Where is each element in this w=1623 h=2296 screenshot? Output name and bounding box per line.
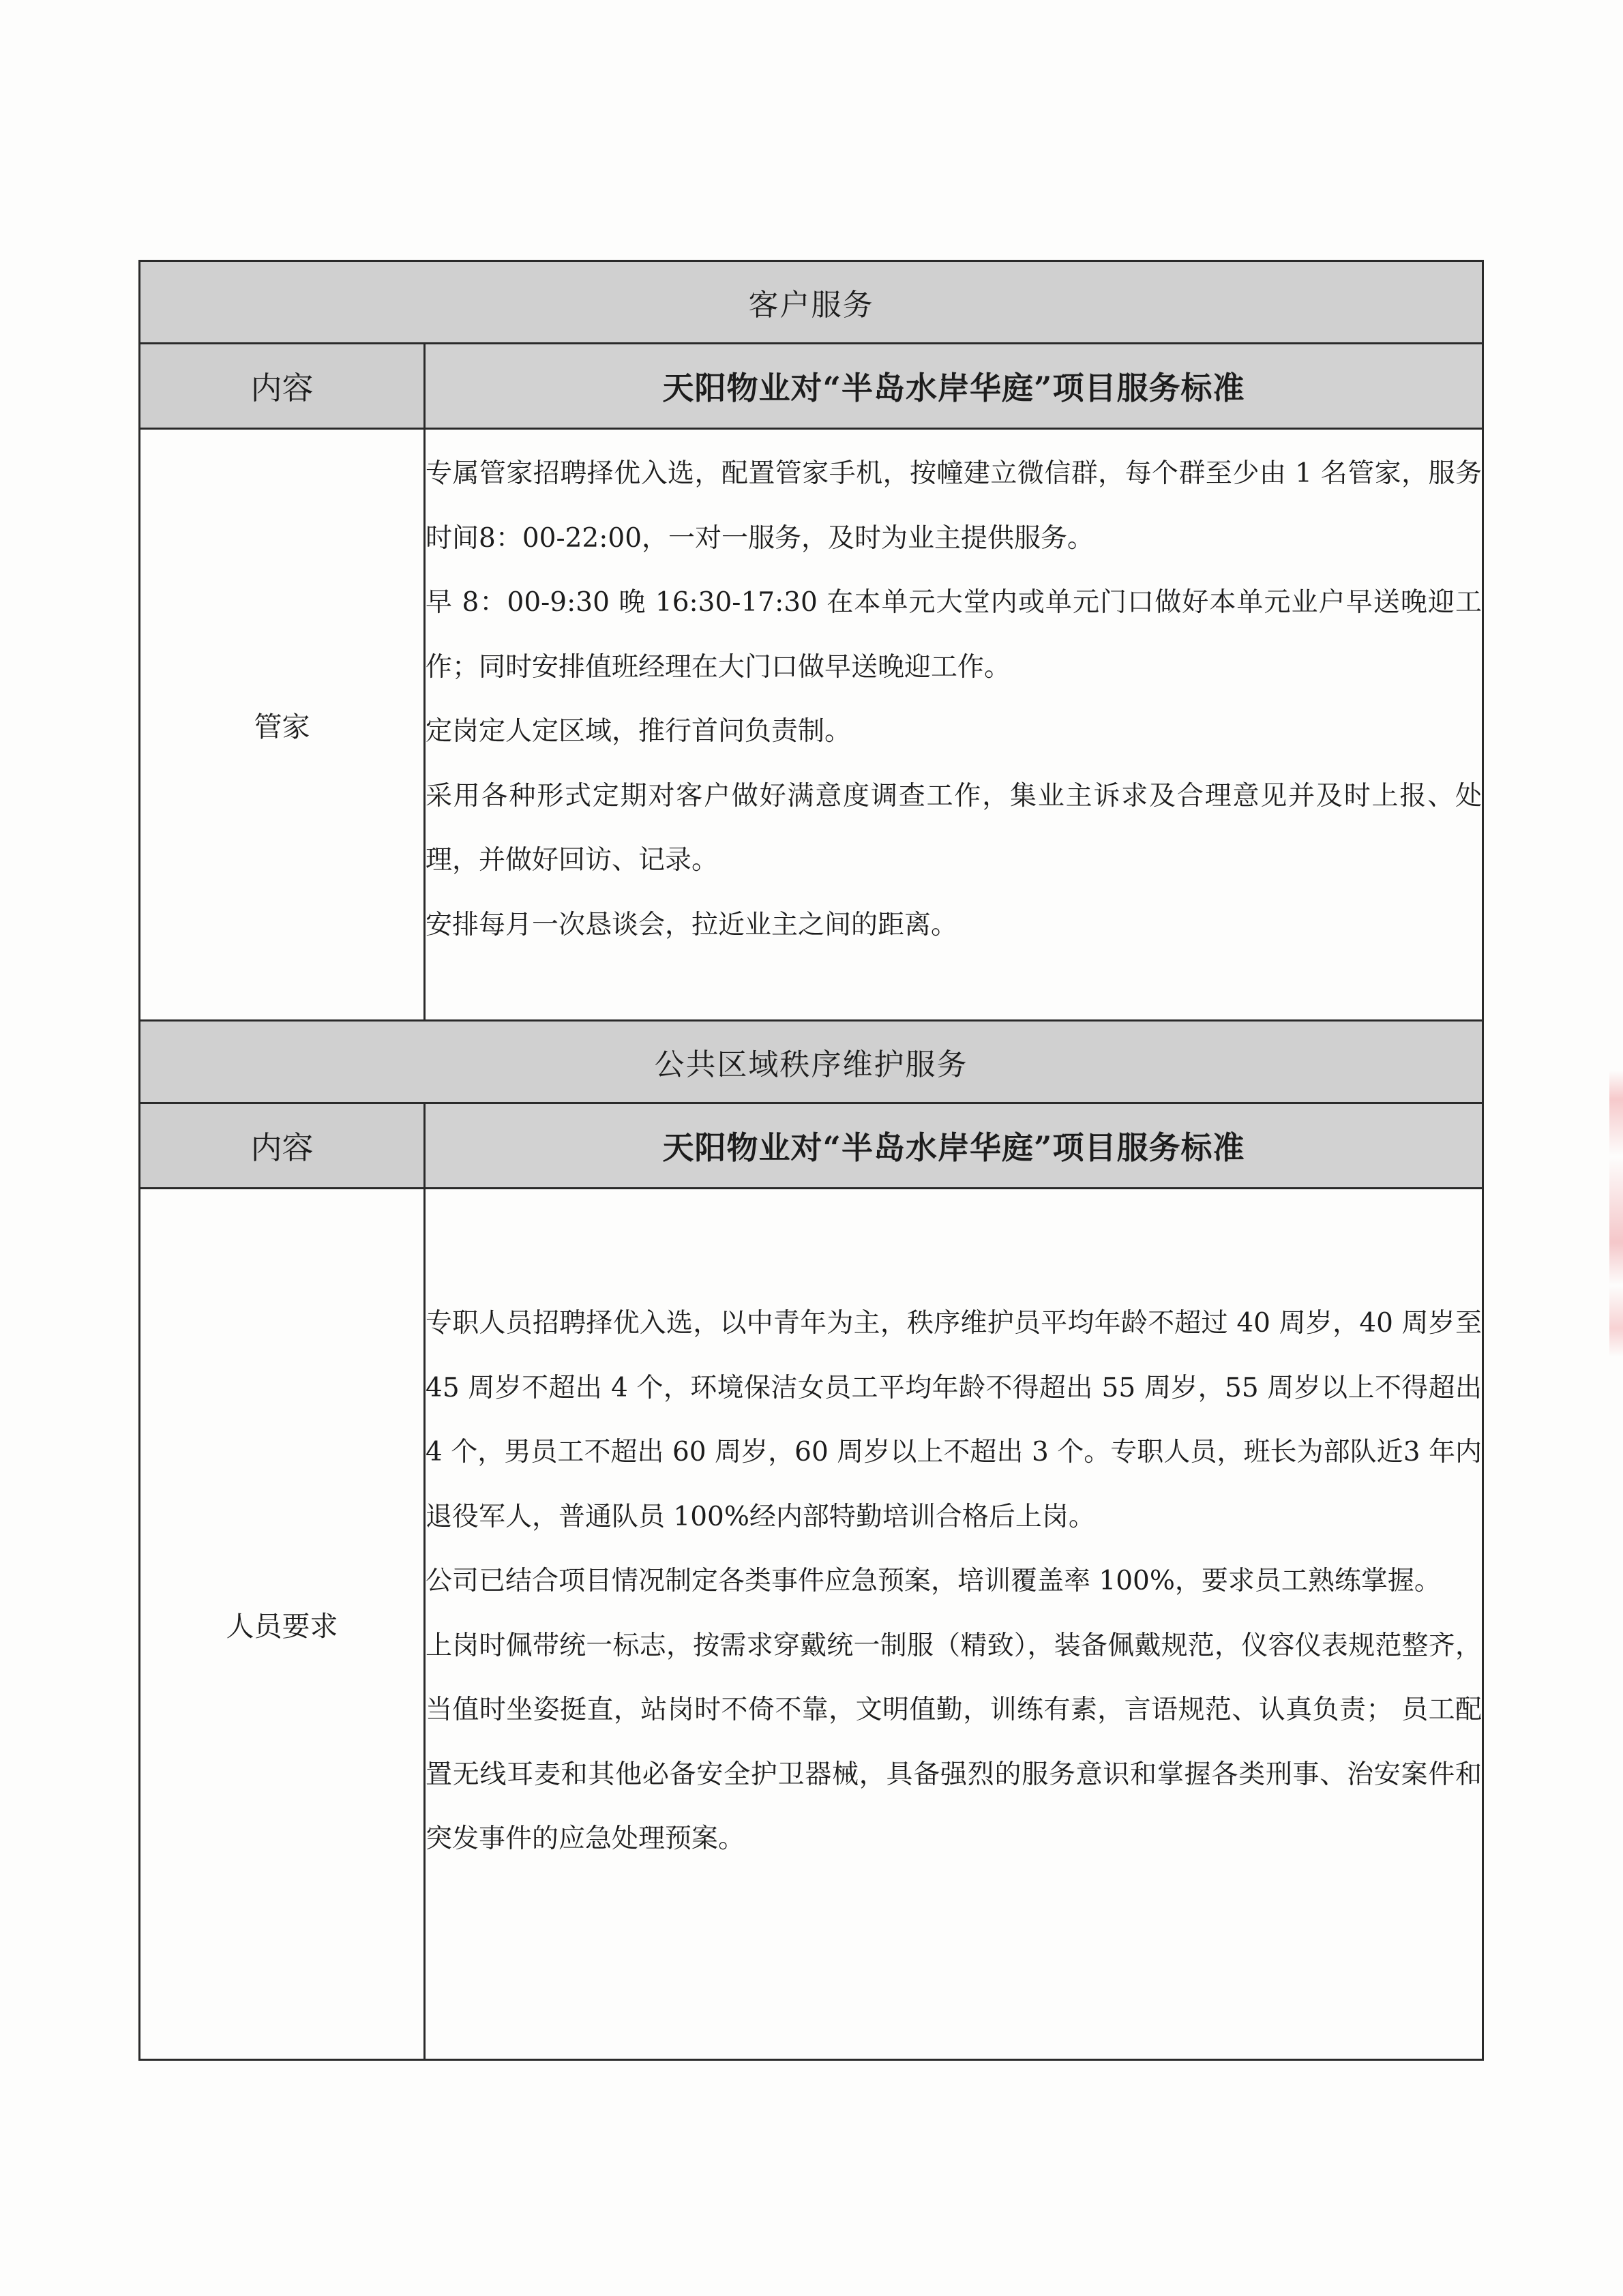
- seal-stamp-edge: [1609, 1071, 1623, 1357]
- header-content-label: 内容: [140, 1103, 425, 1189]
- header-standard-title: 天阳物业对“半岛水岸华庭”项目服务标准: [425, 1103, 1483, 1189]
- row-label-butler: 管家: [140, 429, 425, 1021]
- paragraph: 上岗时佩带统一标志，按需求穿戴统一制服（精致），装备佩戴规范，仪容仪表规范整齐，当值时坐姿挺直，站岗时不倚不靠，文明值勤，训练有素，言语规范、认真负责； 员工配置无线耳麦和其他必备安全护卫器械，具备强烈的服务意识和掌握各类刑事、治安案件和突发事件的应急处理预案。: [426, 1630, 1482, 1854]
- header-content-label: 内容: [140, 344, 425, 429]
- staff-requirements-row: [140, 1189, 1483, 2060]
- paragraph: 早 8：00-9:30 晚 16:30-17:30 在本单元大堂内或单元门口做好本单元业户早送晚迎工作；同时安排值班经理在大门口做早送晚迎工作。: [426, 587, 1482, 683]
- paragraph: 专职人员招聘择优入选，以中青年为主，秩序维护员平均年龄不超过 40 周岁，40 周岁至45 周岁不超出 4 个，环境保洁女员工平均年龄不得超出 55 周岁，55 周岁以上不得超出 4 个，男员工不超出 60 周岁，60 周岁以上不超出 3 个。专职人员，班长为部队近3 年内退役军人，普通队员 100%经内部特勤培训合格后上岗。: [426, 1308, 1482, 1532]
- paragraph: 专属管家招聘择优入选，配置管家手机，按幢建立微信群，每个群至少由 1 名管家，服务时间8：00-22:00，一对一服务，及时为业主提供服务。: [426, 458, 1482, 554]
- service-standard-table: [138, 260, 1484, 2061]
- section-header-row: [140, 1103, 1483, 1189]
- row-label-staff-requirements: 人员要求: [140, 1189, 425, 2060]
- butler-content: [425, 429, 1483, 1021]
- paragraph: 采用各种形式定期对客户做好满意度调查工作，集业主诉求及合理意见并及时上报、处理，并做好回访、记录。: [426, 780, 1482, 876]
- section-title-row: [140, 261, 1483, 344]
- butler-row: [140, 429, 1483, 1021]
- section-title-customer-service: 客户服务: [140, 261, 1483, 344]
- section-title-public-order: 公共区域秩序维护服务: [140, 1021, 1483, 1103]
- paragraph: 公司已结合项目情况制定各类事件应急预案，培训覆盖率 100%，要求员工熟练掌握。: [426, 1566, 1441, 1596]
- paragraph: 安排每月一次恳谈会，拉近业主之间的距离。: [426, 909, 958, 940]
- header-standard-title: 天阳物业对“半岛水岸华庭”项目服务标准: [425, 344, 1483, 429]
- staff-requirements-content: [425, 1189, 1483, 2060]
- paragraph: 定岗定人定区域，推行首问负责制。: [426, 716, 852, 747]
- section-header-row: [140, 344, 1483, 429]
- section-title-row: [140, 1021, 1483, 1103]
